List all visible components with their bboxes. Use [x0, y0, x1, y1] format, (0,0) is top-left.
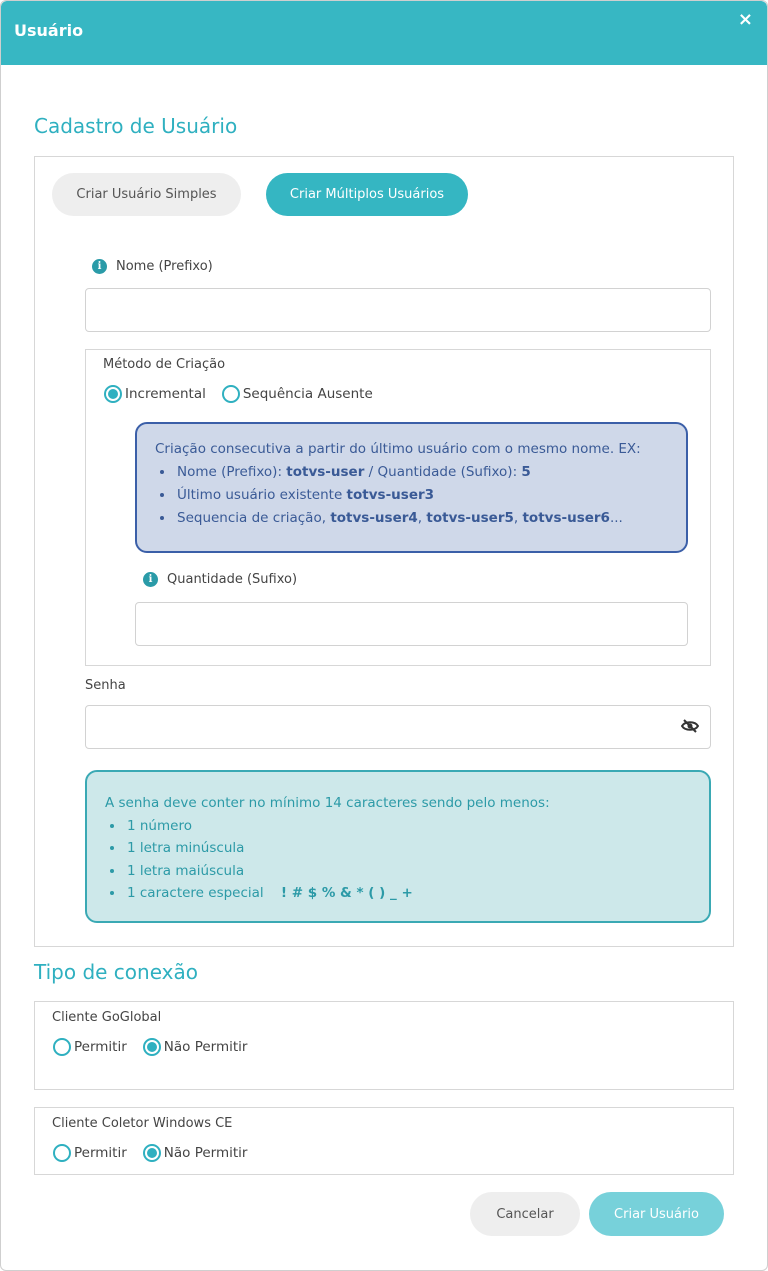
- conexao-title: Tipo de conexão: [34, 960, 198, 984]
- quantidade-suffix-input[interactable]: [135, 602, 688, 646]
- coletor-radio-group: [53, 1144, 263, 1162]
- cadastro-panel: [34, 156, 734, 947]
- tab-simple-user[interactable]: Criar Usuário Simples: [52, 173, 241, 216]
- radio-selected[interactable]: [143, 1038, 161, 1056]
- cancel-button[interactable]: Cancelar: [470, 1192, 580, 1236]
- rule-item: • 1 letra minúscula: [125, 837, 691, 860]
- password-rules-box: [85, 770, 711, 923]
- cadastro-title: Cadastro de Usuário: [34, 114, 238, 138]
- senha-input[interactable]: [85, 705, 711, 749]
- nome-label: Nome (Prefixo): [116, 259, 213, 274]
- info-item: • Nome (Prefixo): totvs-user / Quantidade (Sufixo): 5: [175, 461, 668, 484]
- incremental-info-box: [135, 422, 688, 553]
- info-item: • Último usuário existente totvs-user3: [175, 484, 668, 507]
- rule-item: • 1 caractere especial ! # $ % & * ( ) _ +: [125, 882, 691, 905]
- info-icon: i: [143, 572, 158, 587]
- quantidade-label-row: [143, 572, 297, 587]
- metodo-radio-group: [104, 385, 389, 403]
- rule-item: • 1 letra maiúscula: [125, 860, 691, 883]
- radio-coletor-permitir[interactable]: Permitir: [53, 1144, 127, 1162]
- radio-unselected[interactable]: [222, 385, 240, 403]
- metodo-label: Método de Criação: [103, 357, 226, 372]
- metodo-criacao-box: [85, 349, 711, 666]
- radio-coletor-nao-permitir[interactable]: Não Permitir: [143, 1144, 248, 1162]
- quantidade-label: Quantidade (Sufixo): [167, 572, 298, 587]
- radio-unselected[interactable]: [53, 1144, 71, 1162]
- rule-item: • 1 número: [125, 815, 691, 838]
- radio-incremental[interactable]: Incremental: [104, 385, 206, 403]
- info-intro: Criação consecutiva a partir do último usuário com o mesmo nome. EX:: [155, 441, 641, 457]
- radio-selected[interactable]: [143, 1144, 161, 1162]
- radio-selected[interactable]: [104, 385, 122, 403]
- radio-goglobal-permitir[interactable]: Permitir: [53, 1038, 127, 1056]
- nome-label-row: [92, 259, 213, 274]
- senha-label: Senha: [85, 678, 126, 693]
- goglobal-box: [34, 1001, 734, 1090]
- radio-sequencia-ausente[interactable]: Sequência Ausente: [222, 385, 373, 403]
- eye-off-icon[interactable]: [681, 719, 699, 733]
- modal-header: [1, 1, 767, 65]
- info-item: • Sequencia de criação, totvs-user4, totvs-user5, totvs-user6...: [175, 507, 668, 530]
- goglobal-radio-group: [53, 1038, 263, 1056]
- coletor-label: Cliente Coletor Windows CE: [52, 1116, 233, 1131]
- radio-goglobal-nao-permitir[interactable]: Não Permitir: [143, 1038, 248, 1056]
- tab-multiple-users[interactable]: Criar Múltiplos Usuários: [266, 173, 468, 216]
- nome-prefix-input[interactable]: [85, 288, 711, 332]
- info-icon: i: [92, 259, 107, 274]
- coletor-box: [34, 1107, 734, 1175]
- special-chars: ! # $ % & * ( ) _ +: [280, 885, 413, 901]
- create-user-button[interactable]: Criar Usuário: [589, 1192, 724, 1236]
- rules-intro: A senha deve conter no mínimo 14 caracteres sendo pelo menos:: [105, 795, 550, 811]
- close-icon[interactable]: ×: [737, 9, 753, 30]
- radio-unselected[interactable]: [53, 1038, 71, 1056]
- goglobal-label: Cliente GoGlobal: [52, 1010, 162, 1025]
- modal-title: Usuário: [14, 21, 84, 40]
